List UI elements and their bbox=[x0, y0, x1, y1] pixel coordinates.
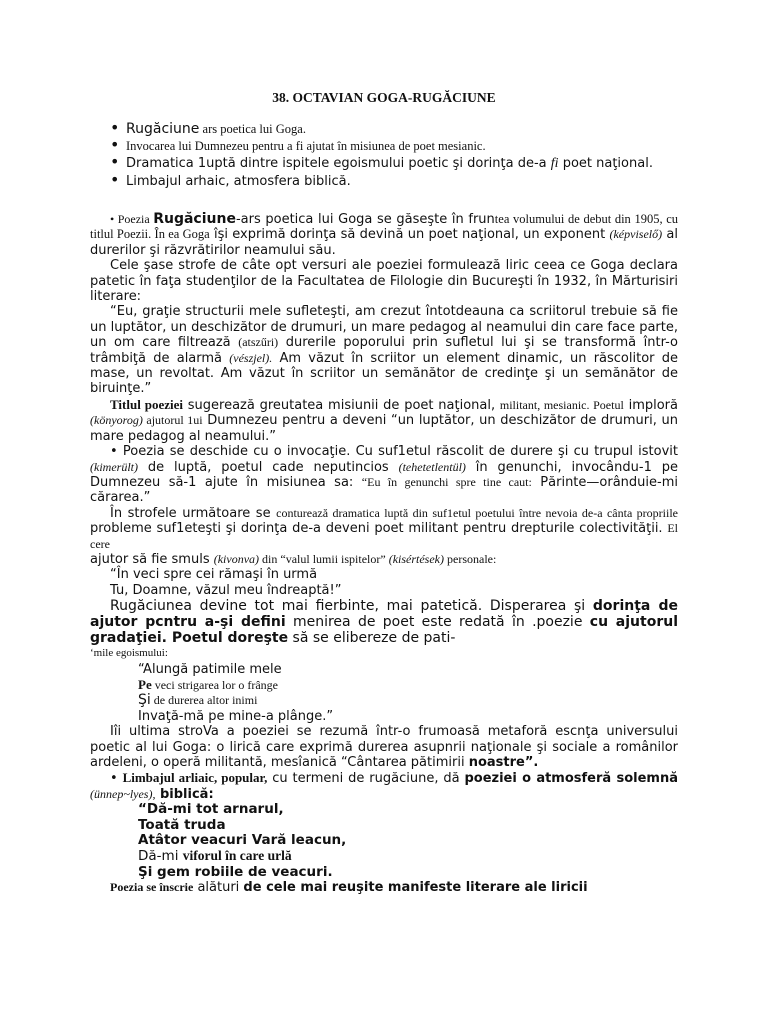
verse-line: “În veci spre cei rămaşi în urmă bbox=[110, 567, 318, 583]
summary-bullet-list bbox=[110, 120, 710, 190]
paragraph-quote: “Eu, graţie structurii mele sufleteşti, am crezut întotdeauna ca scriitorul trebuie să fie un luptător, un deschizător de drumuri, un mare pedagog al neamului din care face parte, un om care filtrează (atszűri) durerile poporului prin sufletul lui şi se transformă într-o trâmbiţă de alarmă (vészjel). Am văzut în scriitor un element dinamic, un răscolitor de mase, un revoltat. Am văzut în scriitor un semănător de credinţe şi un semănător de biruinţe.” bbox=[90, 304, 678, 397]
paragraph-invocation: • Poezia se deschide cu o invocaţie. Cu suf1etul răscolit de durere şi cu trupul istovit (kimerült) de luptă, poetul cade neputincios (tehetetlentül) în genunchi, invocându-1 pe Dumnezeu să-1 ajute în misiunea sa: “Eu în genunchi spre tine caut: Părinte—orânduie-mi cărarea.” bbox=[90, 444, 678, 506]
paragraph-title-meaning: Titlul poeziei sugerează greutatea misiunii de poet naţional, militant, mesianic. Poetul imploră (könyorog) ajutorul 1ui Dumnezeu pentru a deveni “un luptător, un deschizător de drumuri, un mare pedagog al neamului.” bbox=[90, 396, 678, 444]
verse-line: Atâtor veacuri Vară leacun, bbox=[138, 832, 347, 849]
list-item: • Dramatica 1uptă dintre ispitele egoismului poetic şi dorinţa de-a fi poet naţional. bbox=[110, 152, 653, 171]
verse-line: Dă-mi viforul în care urlă bbox=[138, 848, 292, 865]
verse-line: Toată truda bbox=[138, 816, 226, 833]
list-item: • Rugăciune ars poetica lui Goga. bbox=[110, 118, 306, 137]
verse-line: Şi de durerea altor inimi bbox=[138, 692, 258, 709]
verse-line: Şi gem robiile de veacuri. bbox=[138, 863, 333, 880]
list-item: • Limbajul arhaic, atmosfera biblică. bbox=[110, 170, 351, 189]
paragraph-struggle-cont: ajutor să fie smuls (kivonva) din “valul lumii ispitelor” (kisértések) personale: bbox=[90, 551, 497, 567]
verse-line: “Alungă patimile mele bbox=[138, 661, 282, 677]
page-title: 38. OCTAVIAN GOGA-RUGĂCIUNE bbox=[272, 90, 496, 105]
paragraph-strophes: Cele şase strofe de câte opt versuri ale poeziei formulează liric ceea ce Goga declara patetic în faţa studenţilor de la Facultatea de Filologie din Bucureşti în 1932, în Mărturisiri literare: bbox=[90, 258, 678, 305]
paragraph-intro: • Poezia Rugăciune-ars poetica lui Goga se găseşte în fruntea volumului de debut din 1905, cu titlul Poezii. În ea Goga îşi exprimă dorinţa să devină un poet naţional, un exponent (képviselő) al durerilor şi răzvrătirilor neamului său. bbox=[90, 211, 678, 258]
verse-line: Tu, Doamne, văzul meu îndreaptă!” bbox=[110, 582, 342, 598]
verse-line: Pe veci strigarea lor o frânge bbox=[138, 676, 278, 692]
paragraph-prayer-cont: ‘mile egoismului: bbox=[90, 647, 168, 660]
paragraph-language: • Limbajul arliaic, popular, cu termeni de rugăciune, dă poeziei o atmosferă solemnă (ünnep~lyes), biblică: bbox=[90, 770, 678, 802]
verse-line: Invaţă-mă pe mine-a plânge.” bbox=[138, 708, 334, 724]
document-body bbox=[90, 212, 678, 896]
paragraph-struggle: În strofele următoare se conturează dramatica luptă din suf1etul poetului între nevoia de-a cânta propriile probleme suf1eteşti şi dorinţa de-a deveni poet militant pentru drepturile colectivităţii. El cere bbox=[90, 505, 678, 551]
paragraph-conclusion: Poezia se înscrie alături de cele mai reuşite manifeste literare ale liricii bbox=[110, 880, 588, 896]
verse-line: “Dă-mi tot arnarul, bbox=[138, 801, 284, 818]
paragraph-last-strophe: Iîi ultima stroVa a poeziei se rezumă într-o frumoasă metaforă escnţa universului poetic al lui Goga: o lirică care exprimă durerea asupnrii naţionale şi sociale a românilor ardeleni, o operă militantă, mesîanică “Cântarea pătimirii noastre”. bbox=[90, 724, 678, 770]
list-item: • Invocarea lui Dumnezeu pentru a fi ajutat în misiunea de poet mesianic. bbox=[110, 135, 486, 154]
paragraph-prayer: Rugăciunea devine tot mai fierbinte, mai patetică. Disperarea şi dorinţa de ajutor pcntru a-şi defini menirea de poet este redată în .poezie cu ajutorul gradaţiei. Poetul doreşte să se elibereze de pati- bbox=[90, 598, 679, 647]
